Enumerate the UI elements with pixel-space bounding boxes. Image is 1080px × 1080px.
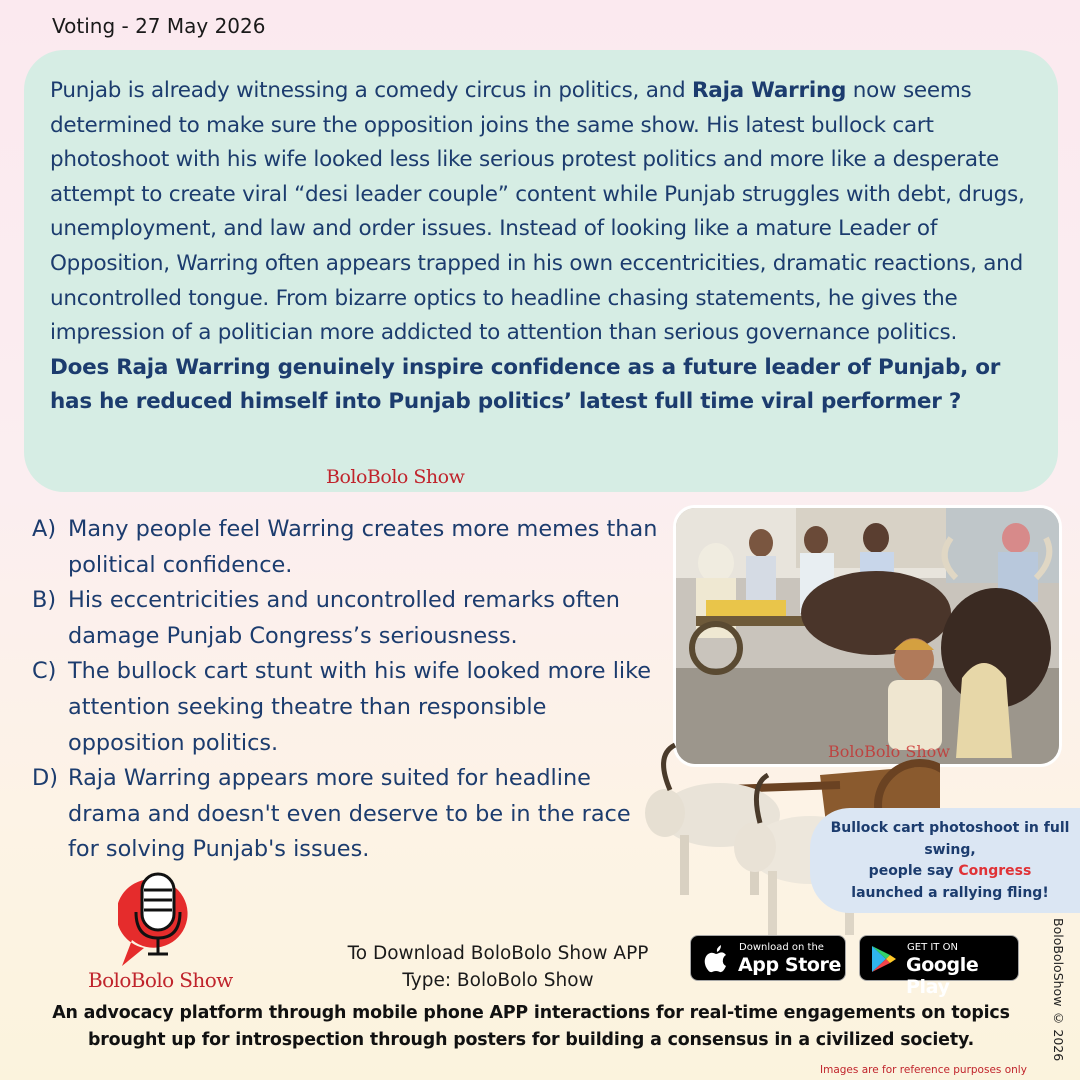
intro-text-1: Punjab is already witnessing a comedy circus in politics, and <box>50 78 692 103</box>
option-text: Many people feel Warring creates more memes than political confidence. <box>68 516 658 578</box>
option-text: His eccentricities and uncontrolled remarks often damage Punjab Congress’s seriousness. <box>68 587 620 649</box>
question-box <box>24 50 1058 492</box>
app-store-small-label: Download on the <box>739 942 824 953</box>
google-play-icon <box>870 944 898 974</box>
poster-date: Voting - 27 May 2026 <box>52 14 266 38</box>
app-store-button[interactable] <box>690 935 846 981</box>
option-c[interactable] <box>32 654 668 761</box>
answer-options <box>32 512 668 868</box>
footer-tagline <box>26 1000 1036 1054</box>
bullock-cart-photo <box>673 505 1062 767</box>
caption-line-2-text: people say <box>868 863 959 879</box>
option-a[interactable] <box>32 512 668 583</box>
caption-highlight: Congress <box>958 863 1032 879</box>
app-store-label: App Store <box>738 954 841 976</box>
question-text: Does Raja Warring genuinely inspire confidence as a future leader of Punjab, or has he reduced himself into Punjab politics’ latest full time viral performer ? <box>50 354 1001 415</box>
image-disclaimer: Images are for reference purposes only <box>820 1064 1027 1076</box>
apple-icon <box>703 944 729 974</box>
brand-name-watermark: BoloBolo Show <box>326 466 465 488</box>
microphone-logo-icon <box>118 872 198 972</box>
option-letter: D) <box>32 765 58 792</box>
caption-line-3: launched a rallying fling! <box>851 884 1049 901</box>
option-letter: C) <box>32 658 57 685</box>
download-line-2: Type: BoloBolo Show <box>402 970 594 991</box>
caption-line-1: Bullock cart photoshoot in full swing, <box>830 820 1070 858</box>
download-instructions <box>310 940 686 994</box>
option-letter: B) <box>32 587 57 614</box>
option-text: Raja Warring appears more suited for headline drama and doesn't even deserve to be in the race for solving Punjab's issues. <box>68 765 631 863</box>
option-b[interactable] <box>32 583 668 654</box>
photo-caption <box>810 808 1080 913</box>
option-letter: A) <box>32 516 57 542</box>
footer-line-2: brought up for introspection through posters for building a consensus in a civilized society. <box>87 1030 975 1050</box>
caption-line-2 <box>830 861 1070 883</box>
photo-watermark: BoloBolo Show <box>828 742 950 761</box>
photo-illustration <box>676 508 1062 767</box>
intro-text-2: now seems determined to make sure the opposition joins the same show. His latest bullock cart photoshoot with his wife looked less like serious protest politics and more like a desperate attempt to create viral “desi leader couple” content while Punjab struggles with debt, drugs, unemployment, and law and order issues. Instead of looking like a mature Leader of Opposition, Warring often appears trapped in his own eccentricities, dramatic reactions, and uncontrolled tongue. From bizarre optics to headline chasing statements, he gives the impression of a politician more addicted to attention than serious governance politics. <box>50 78 1025 346</box>
google-play-label: Google Play <box>906 954 979 998</box>
download-line-1: To Download BoloBolo Show APP <box>347 943 649 964</box>
intro-highlight-name: Raja Warring <box>692 78 847 103</box>
option-d[interactable] <box>32 761 668 868</box>
question-intro <box>50 74 1036 351</box>
footer-line-1: An advocacy platform through mobile phone APP interactions for real-time engagements on topics <box>52 1003 1010 1023</box>
option-text: The bullock cart stunt with his wife looked more like attention seeking theatre than responsible opposition politics. <box>68 658 652 756</box>
google-play-small-label: GET IT ON <box>907 942 958 953</box>
google-play-button[interactable] <box>859 935 1019 998</box>
copyright-notice: BoloBoloShow © 2026 <box>1051 918 1066 1062</box>
brand-logo-text: BoloBolo Show <box>88 968 233 992</box>
